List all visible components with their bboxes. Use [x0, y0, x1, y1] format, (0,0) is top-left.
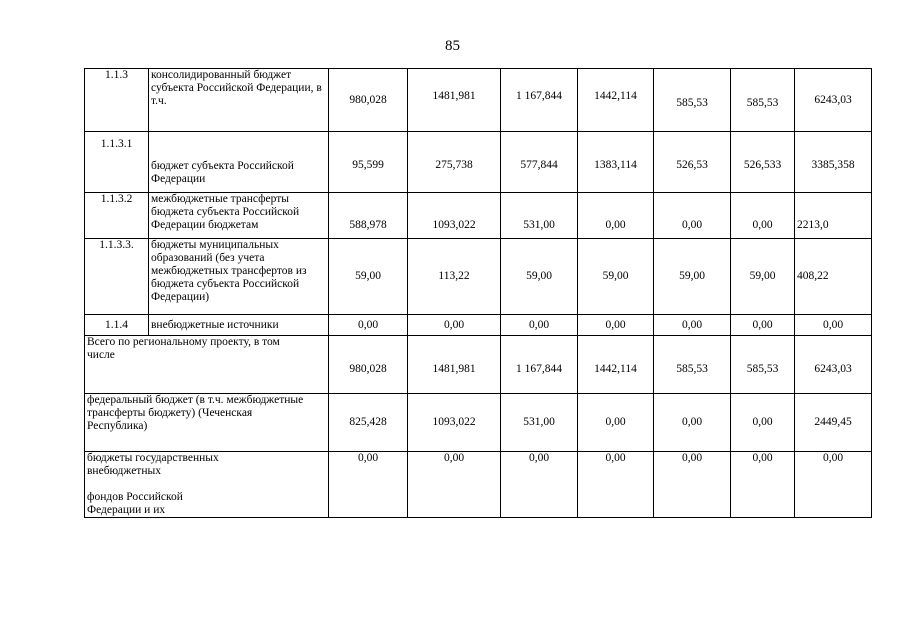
value-cell: 2449,45 [795, 394, 872, 452]
row-name [85, 452, 329, 518]
table-row [85, 452, 872, 518]
value-cell: 1 167,844 [501, 69, 578, 132]
value-cell: 980,028 [329, 69, 408, 132]
value-cell: 0,00 [329, 315, 408, 336]
row-name: бюджеты муниципальных образований (без учета межбюджетных трансфертов из бюджета субъекта Российской Федерации) [149, 239, 329, 315]
row-name: внебюджетные источники [149, 315, 329, 336]
table-row [85, 239, 872, 315]
value-cell: 0,00 [654, 315, 731, 336]
value-cell: 0,00 [408, 315, 501, 336]
value-cell: 1481,981 [408, 336, 501, 394]
value-cell: 1481,981 [408, 69, 501, 132]
row-code: 1.1.3.3. [85, 239, 149, 315]
value-cell: 3385,358 [795, 132, 872, 193]
value-cell: 531,00 [501, 193, 578, 239]
table-row [85, 69, 872, 132]
value-cell: 408,22 [795, 239, 872, 315]
value-cell: 59,00 [329, 239, 408, 315]
budget-table [84, 68, 872, 518]
row-code: 1.1.3.1 [85, 132, 149, 193]
value-cell: 588,978 [329, 193, 408, 239]
value-cell: 1093,022 [408, 394, 501, 452]
value-cell: 1442,114 [578, 69, 654, 132]
value-cell: 1442,114 [578, 336, 654, 394]
row-name: Всего по региональному проекту, в том числе [85, 336, 329, 394]
value-cell: 0,00 [731, 315, 795, 336]
table-row [85, 193, 872, 239]
value-cell: 0,00 [501, 452, 578, 518]
value-cell: 526,53 [654, 132, 731, 193]
value-cell: 59,00 [654, 239, 731, 315]
value-cell: 0,00 [654, 394, 731, 452]
value-cell: 95,599 [329, 132, 408, 193]
value-cell: 0,00 [578, 452, 654, 518]
table-row [85, 336, 872, 394]
row-name: консолидированный бюджет субъекта Российской Федерации, в т.ч. [149, 69, 329, 132]
row-code: 1.1.4 [85, 315, 149, 336]
value-cell: 1383,114 [578, 132, 654, 193]
value-cell: 0,00 [329, 452, 408, 518]
value-cell: 0,00 [795, 315, 872, 336]
value-cell: 0,00 [795, 452, 872, 518]
value-cell: 59,00 [501, 239, 578, 315]
row-name-line2: фондов Российской Федерации и их [87, 491, 183, 516]
row-name-line1: бюджеты государственных внебюджетных [87, 452, 219, 477]
value-cell: 0,00 [731, 394, 795, 452]
row-name: бюджет субъекта Российской Федерации [149, 132, 329, 193]
table-row [85, 315, 872, 336]
value-cell: 275,738 [408, 132, 501, 193]
value-cell: 0,00 [408, 452, 501, 518]
value-cell: 0,00 [501, 315, 578, 336]
table-row [85, 132, 872, 193]
value-cell: 585,53 [731, 336, 795, 394]
value-cell: 1 167,844 [501, 336, 578, 394]
value-cell: 59,00 [578, 239, 654, 315]
value-cell: 0,00 [731, 452, 795, 518]
value-cell: 0,00 [578, 193, 654, 239]
value-cell: 577,844 [501, 132, 578, 193]
row-name: федеральный бюджет (в т.ч. межбюджетные трансферты бюджету) (Чеченская Республика) [85, 394, 329, 452]
value-cell: 0,00 [731, 193, 795, 239]
value-cell: 6243,03 [795, 336, 872, 394]
page-number: 85 [445, 38, 460, 54]
value-cell: 585,53 [731, 69, 795, 132]
value-cell: 585,53 [654, 69, 731, 132]
value-cell: 0,00 [578, 315, 654, 336]
value-cell: 0,00 [654, 452, 731, 518]
value-cell: 6243,03 [795, 69, 872, 132]
value-cell: 526,533 [731, 132, 795, 193]
value-cell: 825,428 [329, 394, 408, 452]
value-cell: 0,00 [654, 193, 731, 239]
value-cell: 531,00 [501, 394, 578, 452]
value-cell: 0,00 [578, 394, 654, 452]
row-code: 1.1.3.2 [85, 193, 149, 239]
row-code: 1.1.3 [85, 69, 149, 132]
value-cell: 585,53 [654, 336, 731, 394]
value-cell: 113,22 [408, 239, 501, 315]
value-cell: 2213,0 [795, 193, 872, 239]
row-name: межбюджетные трансферты бюджета субъекта Российской Федерации бюджетам [149, 193, 329, 239]
table-row [85, 394, 872, 452]
value-cell: 59,00 [731, 239, 795, 315]
value-cell: 1093,022 [408, 193, 501, 239]
value-cell: 980,028 [329, 336, 408, 394]
